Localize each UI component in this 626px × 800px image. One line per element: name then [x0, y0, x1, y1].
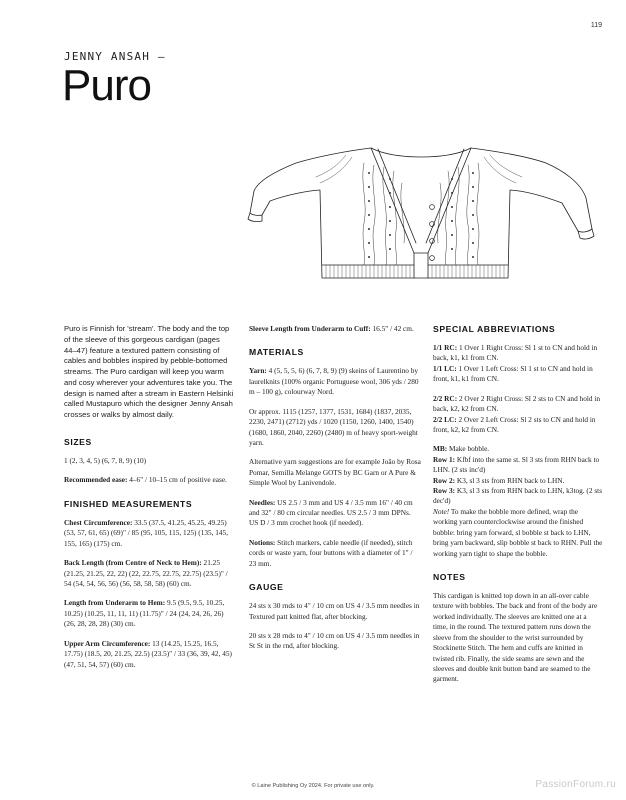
abbrev-mb: MB: Make bobble.	[433, 444, 490, 454]
recommended-ease: Recommended ease: 4–6" / 10–15 cm of positive ease.	[64, 475, 227, 485]
column-right	[433, 324, 603, 694]
bobble-row-3: Row 3: K3, sl 3 sts from RHN back to LHN, k3tog. (2 sts dec'd)	[433, 486, 603, 506]
sleeve-length: Sleeve Length from Underarm to Cuff: 16.5" / 42 cm.	[249, 324, 414, 333]
gauge-textured: 24 sts x 30 rnds to 4" / 10 cm on US 4 / 3.5 mm needles in Textured patt knitted flat, after blocking.	[249, 601, 420, 621]
yarn: Yarn: 4 (5, 5, 5, 6) (6, 7, 8, 9) (9) skeins of Laurentino by laurelknits (100% organic Portuguese wool, 306 yds / 280 m – 100 g), colourway Nord.	[249, 366, 419, 397]
upper-arm-circumference: Upper Arm Circumference: 13 (14.25, 15.25, 16.5, 17.75) (18.5, 20, 21.25, 22.5) (23.5)" / 33 (36, 39, 42, 45) (47, 51, 54, 57) (60) cm.	[64, 638, 232, 669]
bobble-row-2: Row 2: K3, sl 3 sts from RHN back to LHN.	[433, 475, 565, 485]
gauge-stst: 20 sts x 28 rnds to 4" / 10 cm on US 4 / 3.5 mm needles in St St in the rnd, after blocking.	[249, 631, 420, 651]
abbrev-bobble	[433, 444, 603, 559]
materials-heading: MATERIALS	[249, 347, 304, 358]
notes-heading: NOTES	[433, 572, 466, 583]
abbrev-2-2-rc: 2/2 RC: 2 Over 2 Right Cross: Sl 2 sts to CN and hold in back, k2, k2 from CN.	[433, 393, 601, 414]
yarn-approx: Or approx. 1115 (1257, 1377, 1531, 1684) (1837, 2035, 2230, 2471) (2712) yds / 1020 (1150, 1260, 1400, 1540) (1680, 1860, 2040, 2260) (2480) m of heavy sport-weight yarn.	[249, 406, 418, 447]
underarm-to-hem: Length from Underarm to Hem: 9.5 (9.5, 9.5, 10.25, 10.25) (10.25, 11, 11, 11) (11.75)" / 24 (24, 24, 26, 26) (26, 28, 28, 28) (30) cm.	[64, 598, 225, 629]
gauge-heading: GAUGE	[249, 582, 284, 593]
abbrev-group-1x1	[433, 343, 603, 385]
notions: Notions: Stitch markers, cable needle (if needed), stitch cords or waste yarn, four buttons with a diameter of 1" / 23 mm.	[249, 537, 413, 568]
intro-paragraph: Puro is Finnish for 'stream'. The body and the top of the sleeve of this gorgeous cardigan (pages 44–47) feature a textured pattern consisting of cables and bobbles inspired by pebble-bottomed streams. The Puro cardigan will keep you warm and cosy wherever your adventures take you. The design is named after a stream in Eastern Helsinki called Mustapuro which the designer Jenny Ansah crosses or walks by almost daily.	[64, 324, 234, 420]
abbreviations-heading: SPECIAL ABBREVIATIONS	[433, 324, 556, 334]
column-left	[64, 324, 234, 679]
sizes-list: 1 (2, 3, 4, 5) (6, 7, 8, 9) (10)	[64, 456, 147, 466]
abbrev-2-2-lc: 2/2 LC: 2 Over 2 Left Cross: Sl 2 sts to CN and hold in front, k2, k2 from CN.	[433, 414, 596, 434]
sizes-heading: SIZES	[64, 437, 92, 448]
yarn-alternatives: Alternative yarn suggestions are for example João by Rosa Pomar, Semilla Melange GOTS by BC Garn or A Pure & Simple Wool by Lanivendole.	[249, 457, 421, 488]
pattern-title: Puro	[62, 61, 151, 110]
cardigan-illustration	[246, 143, 596, 293]
chest-circumference: Chest Circumference: 33.5 (37.5, 41.25, 45.25, 49.25) (53, 57, 61, 65) (69)" / 85 (95, 105, 115, 125) (135, 145, 155, 165) (175) cm.	[64, 517, 229, 548]
watermark: PassionForum.ru	[535, 779, 616, 790]
column-middle	[249, 324, 421, 661]
abbrev-1-1-lc: 1/1 LC: 1 Over 1 Left Cross: Sl 1 st to CN and hold in front, k1, k1 from CN.	[433, 363, 593, 384]
needles: Needles: US 2.5 / 3 mm and US 4 / 3.5 mm 16" / 40 cm and 32" / 80 cm circular needles. US 2.5 / 3 mm DPNs. US D / 3 mm crochet hook (if needed).	[249, 497, 413, 528]
page-number: 119	[590, 22, 602, 29]
bobble-row-1: Row 1: Kfbf into the same st. Sl 3 sts from RHN back to LHN. (2 sts inc'd)	[433, 454, 600, 475]
notes-text: This cardigan is knitted top down in an all-over cable texture with bobbles. The back and front of the body are worked individually. The sleeves are knitted one at a time, in the round. The textured pattern runs down the sleeve from the shoulder to the wrist surrounded by Stockinette Stitch. The hem and cuffs are knitted in twisted rib. Finally, the side seams are sewn and the sleeves and double knit button band are seamed to the garment.	[433, 591, 598, 684]
designer-name: JENNY ANSAH —	[64, 50, 166, 63]
finished-measurements-heading: FINISHED MEASUREMENTS	[64, 498, 193, 509]
abbrev-group-2x2	[433, 394, 603, 436]
abbrev-1-1-rc: 1/1 RC: 1 Over 1 Right Cross: Sl 1 st to CN and hold in back, k1, k1 from CN.	[433, 343, 598, 363]
bobble-note: Note! To make the bobble more defined, wrap the working yarn counterclockwise around the finished bobble: bring yarn forward, sl bobble st back to LHN, bring yarn backward, slip bobble st back to RHN. Pull the working yarn tight to shape the bobble.	[433, 506, 603, 558]
copyright-footer: © Laine Publishing Oy 2024. For private use only.	[251, 783, 375, 789]
back-length: Back Length (from Centre of Neck to Hem): 21.25 (21.25, 21.25, 22, 22) (22, 22.75, 22.75, 22.75) (23.5)" / 54 (54, 54, 56, 56) (56, 58, 58, 58) (60) cm.	[64, 558, 228, 588]
